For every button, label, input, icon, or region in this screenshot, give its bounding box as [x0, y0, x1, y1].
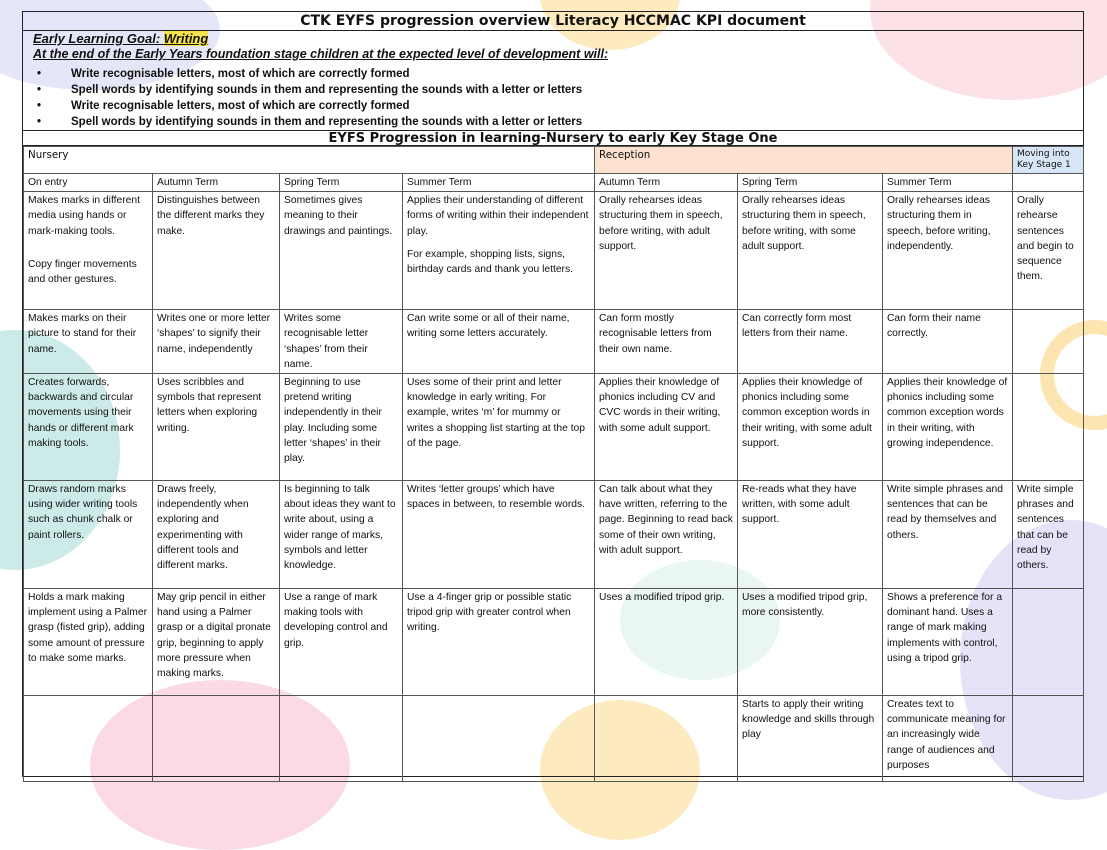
- table-cell: Can form mostly recognisable letters from their own name.: [595, 310, 738, 374]
- table-cell: Writes some recognisable letter ‘shapes’ from their name.: [280, 310, 403, 374]
- goal-bullet: • Write recognisable letters, most of which are correctly formed: [31, 66, 582, 82]
- table-cell: [595, 696, 738, 782]
- term-on-entry: On entry: [24, 174, 153, 192]
- table-cell: Write simple phrases and sentences that can be read by others.: [1013, 481, 1084, 589]
- table-cell: [1013, 374, 1084, 481]
- table-cell: Can form their name correctly.: [883, 310, 1013, 374]
- table-cell: Draws freely, independently when exploring and experimenting with different tools and different marks.: [153, 481, 280, 589]
- table-cell: Draws random marks using wider writing tools such as chunk chalk or paint rollers.: [24, 481, 153, 589]
- table-cell: Write simple phrases and sentences that can be read by themselves and others.: [883, 481, 1013, 589]
- table-cell: Orally rehearse sentences and begin to sequence them.: [1013, 192, 1084, 310]
- table-cell: Applies their knowledge of phonics including some common exception words in their writing, with growing independence.: [883, 374, 1013, 481]
- progression-title: EYFS Progression in learning-Nursery to early Key Stage One: [23, 130, 1083, 146]
- goal-intro: At the end of the Early Years foundation stage children at the expected level of development will:: [33, 47, 609, 61]
- progression-table: [23, 146, 1084, 782]
- learning-goal-prefix: Early Learning Goal:: [33, 31, 161, 46]
- phase-reception: Reception: [595, 147, 1013, 174]
- table-row: [24, 589, 1084, 696]
- table-cell: Distinguishes between the different marks they make.: [153, 192, 280, 310]
- table-cell: Can correctly form most letters from their name.: [738, 310, 883, 374]
- table-row: [24, 374, 1084, 481]
- table-cell: Applies their knowledge of phonics including some common exception words in their writing, with some adult support.: [738, 374, 883, 481]
- table-cell: Is beginning to talk about ideas they want to write about, using a wider range of marks, symbols and letter knowledge.: [280, 481, 403, 589]
- phase-nursery: Nursery: [24, 147, 595, 174]
- table-cell: Use a range of mark making tools with developing control and grip.: [280, 589, 403, 696]
- table-cell: Uses a modified tripod grip.: [595, 589, 738, 696]
- goal-bullet-list: [31, 66, 582, 130]
- term-nursery-autumn: Autumn Term: [153, 174, 280, 192]
- table-cell: Holds a mark making implement using a Palmer grasp (fisted grip), adding some amount of pressure to make some marks.: [24, 589, 153, 696]
- term-reception-autumn: Autumn Term: [595, 174, 738, 192]
- table-row: [24, 481, 1084, 589]
- table-cell: Uses some of their print and letter knowledge in early writing. For example, writes ‘m’ for mummy or writes a shopping list starting at the top of the page.: [403, 374, 595, 481]
- table-cell: [153, 696, 280, 782]
- term-header-row: [24, 174, 1084, 192]
- term-moving: [1013, 174, 1084, 192]
- table-cell: Makes marks on their picture to stand for their name.: [24, 310, 153, 374]
- goal-bullet: • Spell words by identifying sounds in them and representing the sounds with a letter or letters: [31, 114, 582, 130]
- table-cell: Shows a preference for a dominant hand. Uses a range of mark making implements with control, using a tripod grip.: [883, 589, 1013, 696]
- table-cell: Uses scribbles and symbols that represent letters when exploring writing.: [153, 374, 280, 481]
- cell-text: Applies their understanding of different forms of writing within their independent play.: [407, 195, 589, 237]
- term-nursery-summer: Summer Term: [403, 174, 595, 192]
- table-row: [24, 310, 1084, 374]
- table-cell: Writes ‘letter groups’ which have spaces in between, to resemble words.: [403, 481, 595, 589]
- learning-goal-name: Writing: [163, 31, 209, 46]
- table-cell: Use a 4-finger grip or possible static tripod grip with greater control when writing.: [403, 589, 595, 696]
- phase-header-row: [24, 147, 1084, 174]
- table-cell: Can write some or all of their name, writing some letters accurately.: [403, 310, 595, 374]
- cell-note: Copy finger movements and other gestures.: [28, 258, 137, 286]
- table-cell: [403, 192, 595, 310]
- table-cell: [24, 696, 153, 782]
- cell-note: For example, shopping lists, signs, birthday cards and thank you letters.: [407, 248, 573, 276]
- table-cell: Starts to apply their writing knowledge and skills through play: [738, 696, 883, 782]
- table-cell: Creates forwards, backwards and circular movements using their hands or different mark making tools.: [24, 374, 153, 481]
- learning-goal: [33, 31, 208, 46]
- cell-text: Makes marks in different media using hands or mark-making tools.: [28, 195, 140, 237]
- table-row: [24, 696, 1084, 782]
- table-cell: Uses a modified tripod grip, more consistently.: [738, 589, 883, 696]
- table-cell: [1013, 310, 1084, 374]
- table-cell: Can talk about what they have written, referring to the page. Beginning to read back some of their own writing, with adult support.: [595, 481, 738, 589]
- table-cell: Creates text to communicate meaning for an increasingly wide range of audiences and purposes: [883, 696, 1013, 782]
- table-row: [24, 192, 1084, 310]
- table-cell: Orally rehearses ideas structuring them in speech, before writing, with adult support.: [595, 192, 738, 310]
- goal-bullet: • Spell words by identifying sounds in them and representing the sounds with a letter or letters: [31, 82, 582, 98]
- table-cell: Beginning to use pretend writing independently in their play. Including some letter ‘shapes’ in their play.: [280, 374, 403, 481]
- table-cell: Orally rehearses ideas structuring them in speech, before writing, independently.: [883, 192, 1013, 310]
- table-cell: [1013, 589, 1084, 696]
- term-reception-summer: Summer Term: [883, 174, 1013, 192]
- goal-bullet: • Write recognisable letters, most of which are correctly formed: [31, 98, 582, 114]
- table-cell: Writes one or more letter ‘shapes’ to signify their name, independently: [153, 310, 280, 374]
- table-cell: Applies their knowledge of phonics including CV and CVC words in their writing, with some adult support.: [595, 374, 738, 481]
- phase-moving-ks1: Moving into Key Stage 1: [1013, 147, 1084, 174]
- table-cell: [1013, 696, 1084, 782]
- table-cell: May grip pencil in either hand using a Palmer grasp or a digital pronate grip, beginning to apply more pressure when making marks.: [153, 589, 280, 696]
- table-cell: Sometimes gives meaning to their drawings and paintings.: [280, 192, 403, 310]
- table-cell: Re-reads what they have written, with some adult support.: [738, 481, 883, 589]
- term-reception-spring: Spring Term: [738, 174, 883, 192]
- table-cell: [24, 192, 153, 310]
- table-cell: [280, 696, 403, 782]
- term-nursery-spring: Spring Term: [280, 174, 403, 192]
- table-cell: Orally rehearses ideas structuring them in speech, before writing, with some adult support.: [738, 192, 883, 310]
- page-title: CTK EYFS progression overview Literacy HCCMAC KPI document: [23, 12, 1083, 31]
- document-frame: [22, 11, 1084, 777]
- table-cell: [403, 696, 595, 782]
